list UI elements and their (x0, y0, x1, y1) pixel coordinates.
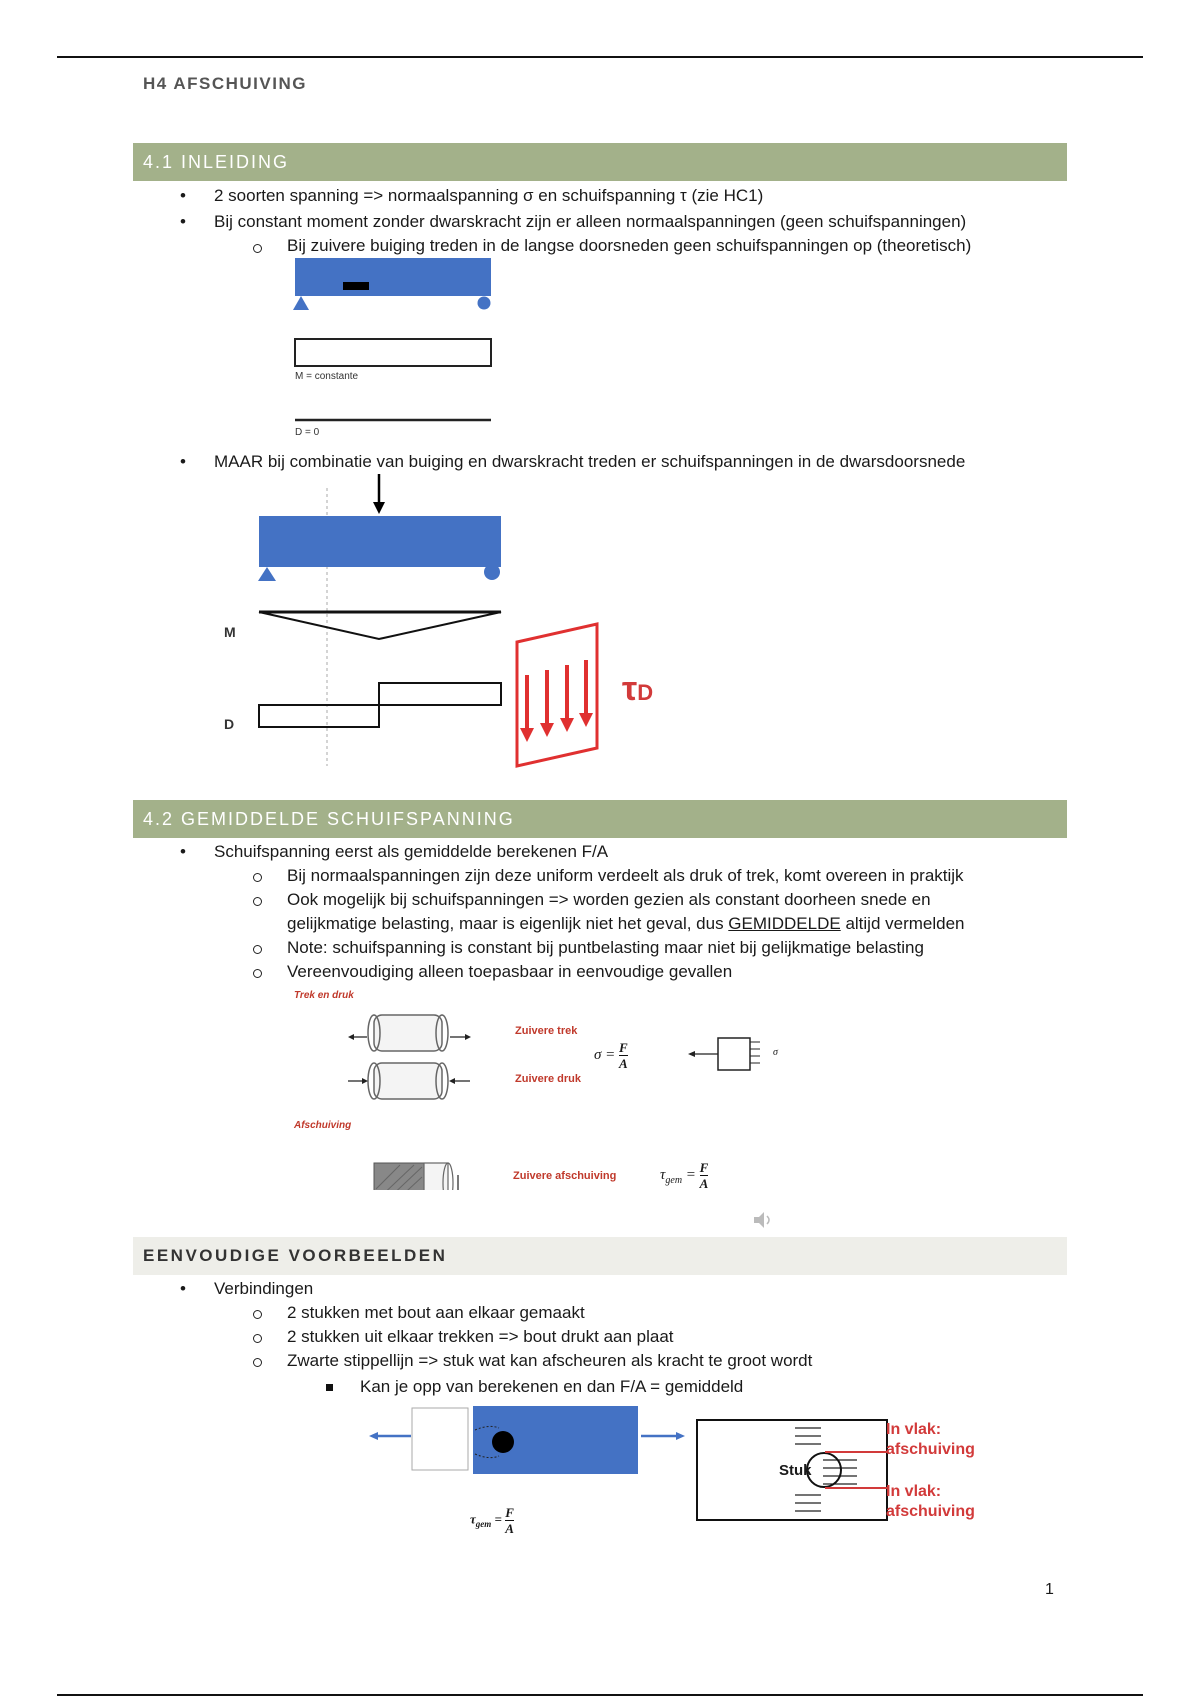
bullet-marker: • (180, 452, 186, 471)
label-zuivere-afschuiving: Zuivere afschuiving (513, 1170, 617, 1182)
section-heading-voorbeelden: EENVOUDIGE VOORBEELDEN (133, 1237, 1067, 1275)
bolt (492, 1431, 514, 1453)
roller-support (484, 564, 500, 580)
label-m-constante: M = constante (295, 371, 359, 382)
section-heading-gemiddelde: 4.2 GEMIDDELDE SCHUIFSPANNING (133, 800, 1067, 838)
beam-marker (343, 282, 369, 290)
bullet-marker: • (180, 842, 186, 861)
tau-symbol: τ (622, 670, 638, 708)
bullet-marker: • (180, 186, 186, 205)
page-number: 1 (1045, 1581, 1054, 1598)
fraction (619, 1040, 628, 1071)
sigma-small: σ (773, 1047, 778, 1058)
stress-arrows (750, 1042, 760, 1063)
sub-bullet-marker (253, 945, 262, 954)
sub-bullet-marker (253, 1358, 262, 1367)
sub-bullet-marker (253, 969, 262, 978)
cylinder-compression (374, 1063, 442, 1099)
numerator: F (699, 1160, 709, 1175)
bullet-text: MAAR bij combinatie van buiging en dwarskracht treden er schuifspanningen in de dwarsdoorsnede (214, 452, 966, 471)
fraction (505, 1505, 514, 1536)
sub-bullet-marker (253, 897, 262, 906)
label-line: afschuiving (886, 1441, 975, 1458)
sub-bullet-text: Note: schuifspanning is constant bij puntbelasting maar niet bij gelijkmatige belasting (287, 938, 924, 957)
label-line: In vlak: (886, 1421, 942, 1438)
label-afschuiving: Afschuiving (294, 1120, 352, 1131)
label-line: afschuiving (886, 1503, 975, 1520)
roller-support (478, 297, 491, 310)
sub-bullet-text: Zwarte stippellijn => stuk wat kan afscheuren als kracht te groot wordt (287, 1351, 813, 1370)
label-zuivere-druk: Zuivere druk (515, 1073, 582, 1085)
label-stuk: Stuk (779, 1462, 812, 1479)
section-heading-inleiding: 4.1 INLEIDING (133, 143, 1067, 181)
sub-bullet-marker (253, 1334, 262, 1343)
sub-bullet-text: Bij zuivere buiging treden in de langse doorsneden geen schuifspanningen op (theoretisch) (287, 236, 972, 255)
gem-sub: gem (665, 1174, 683, 1186)
label-in-vlak-2 (886, 1482, 975, 1522)
pin-support (258, 567, 276, 581)
bullet-text: 2 soorten spanning => normaalspanning σ en schuifspanning τ (zie HC1) (214, 186, 764, 205)
sub-bullet-marker (253, 873, 262, 882)
shear-arrows (520, 660, 593, 742)
subsub-bullet-marker (326, 1384, 333, 1391)
sub-bullet-text: 2 stukken uit elkaar trekken => bout drukt aan plaat (287, 1327, 674, 1346)
pin-support (293, 296, 309, 310)
beam-shape (295, 258, 491, 296)
label-in-vlak-1 (886, 1420, 975, 1460)
figure-bolt-connection (365, 1400, 695, 1510)
bullet-text: Verbindingen (214, 1279, 314, 1298)
sub-bullet-marker (253, 244, 262, 253)
label-m: M (224, 624, 236, 640)
text-part: gelijkmatige belasting, maar is eigenlijk niet het geval, dus (287, 914, 729, 933)
beam-shape (259, 516, 501, 567)
moment-diagram (259, 612, 501, 639)
top-rule (57, 56, 1143, 58)
plate-left (412, 1408, 468, 1470)
bullet-marker: • (180, 212, 186, 231)
bullet-text: Bij constant moment zonder dwarskracht zijn er alleen normaalspanningen (geen schuifspanningen) (214, 212, 967, 231)
fraction (700, 1160, 709, 1191)
sub-bullet-text-continued (287, 913, 965, 935)
label-trek-en-druk: Trek en druk (294, 990, 354, 1001)
load-arrowhead (373, 502, 385, 514)
cylinder-tension (374, 1015, 442, 1051)
sigma-text: σ = (594, 1046, 616, 1063)
arrow-right (676, 1432, 685, 1440)
shear-block (374, 1163, 424, 1190)
label-zuivere-trek: Zuivere trek (515, 1025, 578, 1037)
text-part: altijd vermelden (840, 914, 965, 933)
shear-positive (379, 683, 501, 705)
sub-bullet-text: Ook mogelijk bij schuifspanningen => worden gezien als constant doorheen snede en (287, 890, 931, 909)
denominator: A (619, 1056, 628, 1071)
numerator: F (505, 1505, 514, 1520)
tau-text: τ (470, 1511, 476, 1527)
numerator: F (619, 1040, 628, 1055)
tau-subscript: D (637, 680, 654, 705)
shear-negative (259, 705, 379, 727)
moment-diagram (295, 339, 491, 366)
underlined-text: GEMIDDELDE (728, 914, 841, 933)
document-title: H4 AFSCHUIVING (143, 74, 307, 93)
label-d: D (224, 716, 235, 732)
stress-block (718, 1038, 750, 1070)
formula-tau-gem-2: $\tau_{gem}$ = $\frac{F}{A}$ (470, 1505, 514, 1536)
tau-d-label (622, 670, 653, 709)
bottom-rule (57, 1694, 1143, 1696)
subsub-bullet-text: Kan je opp van berekenen en dan F/A = gemiddeld (360, 1377, 744, 1396)
bullet-marker: • (180, 1279, 186, 1298)
figure-bending-shear (225, 470, 675, 770)
sub-bullet-text: 2 stukken met bout aan elkaar gemaakt (287, 1303, 585, 1322)
speaker-icon[interactable] (752, 1210, 774, 1230)
denominator: A (699, 1176, 709, 1191)
tau-text: τ (660, 1166, 666, 1183)
arrow-left (369, 1432, 378, 1440)
bullet-text: Schuifspanning eerst als gemiddelde berekenen F/A (214, 842, 609, 861)
sub-bullet-marker (253, 1310, 262, 1319)
sub-bullet-text: Vereenvoudiging alleen toepasbaar in eenvoudige gevallen (287, 962, 733, 981)
figure-pure-bending (285, 255, 495, 445)
formula-sigma (594, 1040, 628, 1071)
sub-bullet-text: Bij normaalspanningen zijn deze uniform verdeelt als druk of trek, komt overeen in praktijk (287, 866, 964, 885)
gem-sub: gem (475, 1519, 492, 1530)
denominator: A (505, 1521, 514, 1536)
formula-tau-gem: $\tau_{gem}$ = $\frac{F}{A}$ (660, 1160, 709, 1191)
label-d-zero: D = 0 (295, 427, 320, 438)
label-line: In vlak: (886, 1483, 942, 1500)
